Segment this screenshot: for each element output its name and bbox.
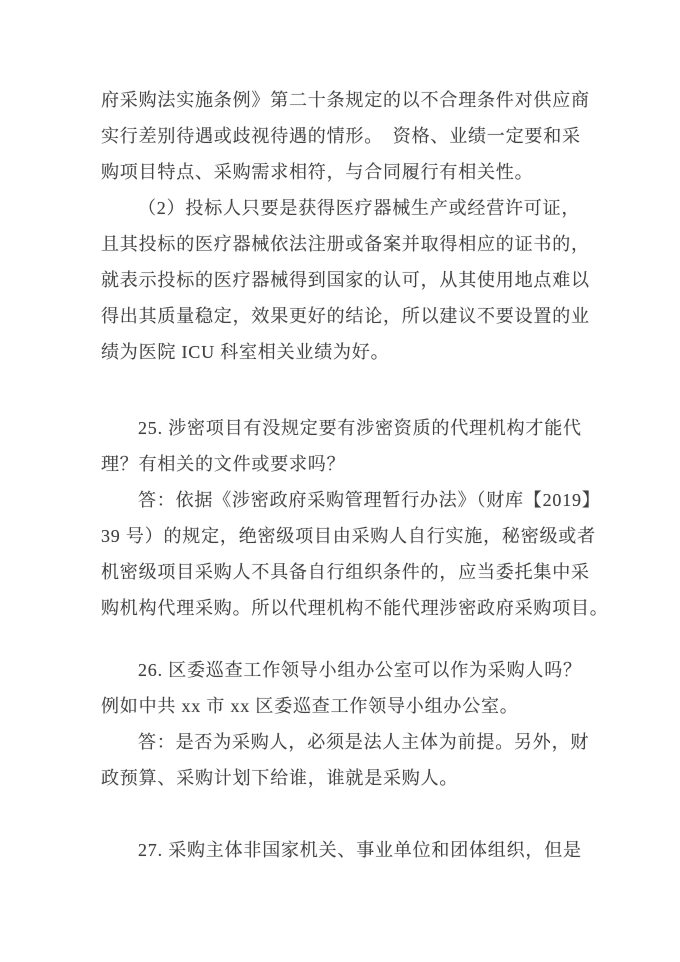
text-line: 实行差别待遇或歧视待遇的情形。 资格、业绩一定要和采 [101,126,581,146]
text-line: 例如中共 xx 市 xx 区委巡查工作领导小组办公室。 [101,696,519,716]
text-line: 理？有相关的文件或要求吗？ [101,454,346,474]
text-line: 机密级项目采购人不具备自行组织条件的，应当委托集中采 [101,562,590,582]
text-line: 且其投标的医疗器械依法注册或备案并取得相应的证书的， [101,234,590,254]
paragraph-question-27 [101,832,590,868]
paragraph-answer-continued [101,82,590,370]
text-column [101,82,609,868]
paragraph-question-25 [101,410,609,626]
text-line: 政预算、采购计划下给谁，谁就是采购人。 [101,768,459,788]
text-line: 39 号）的规定，绝密级项目由采购人自行实施，秘密级或者 [101,526,596,546]
paragraph-question-26 [101,652,590,796]
text-line: （2）投标人只要是获得医疗器械生产或经营许可证， [138,198,581,218]
text-line: 答：是否为采购人，必须是法人主体为前提。另外，财 [138,732,590,752]
text-line: 购机构代理采购。所以代理机构不能代理涉密政府采购项目。 [101,598,609,618]
text-line: 答：依据《涉密政府采购管理暂行办法》（财库【2019】 [138,490,601,510]
text-line: 就表示投标的医疗器械得到国家的认可，从其使用地点难以 [101,270,590,290]
text-line: 26. 区委巡查工作领导小组办公室可以作为采购人吗？ [138,660,582,680]
text-line: 府采购法实施条例》第二十条规定的以不合理条件对供应商 [101,90,590,110]
text-line: 绩为医院 ICU 科室相关业绩为好。 [101,342,390,362]
text-line: 得出其质量稳定，效果更好的结论，所以建议不要设置的业 [101,306,590,326]
text-line: 25. 涉密项目有没规定要有涉密资质的代理机构才能代 [138,418,582,438]
text-line: 购项目特点、采购需求相符，与合同履行有相关性。 [101,162,534,182]
text-line: 27. 采购主体非国家机关、事业单位和团体组织，但是 [138,840,582,860]
